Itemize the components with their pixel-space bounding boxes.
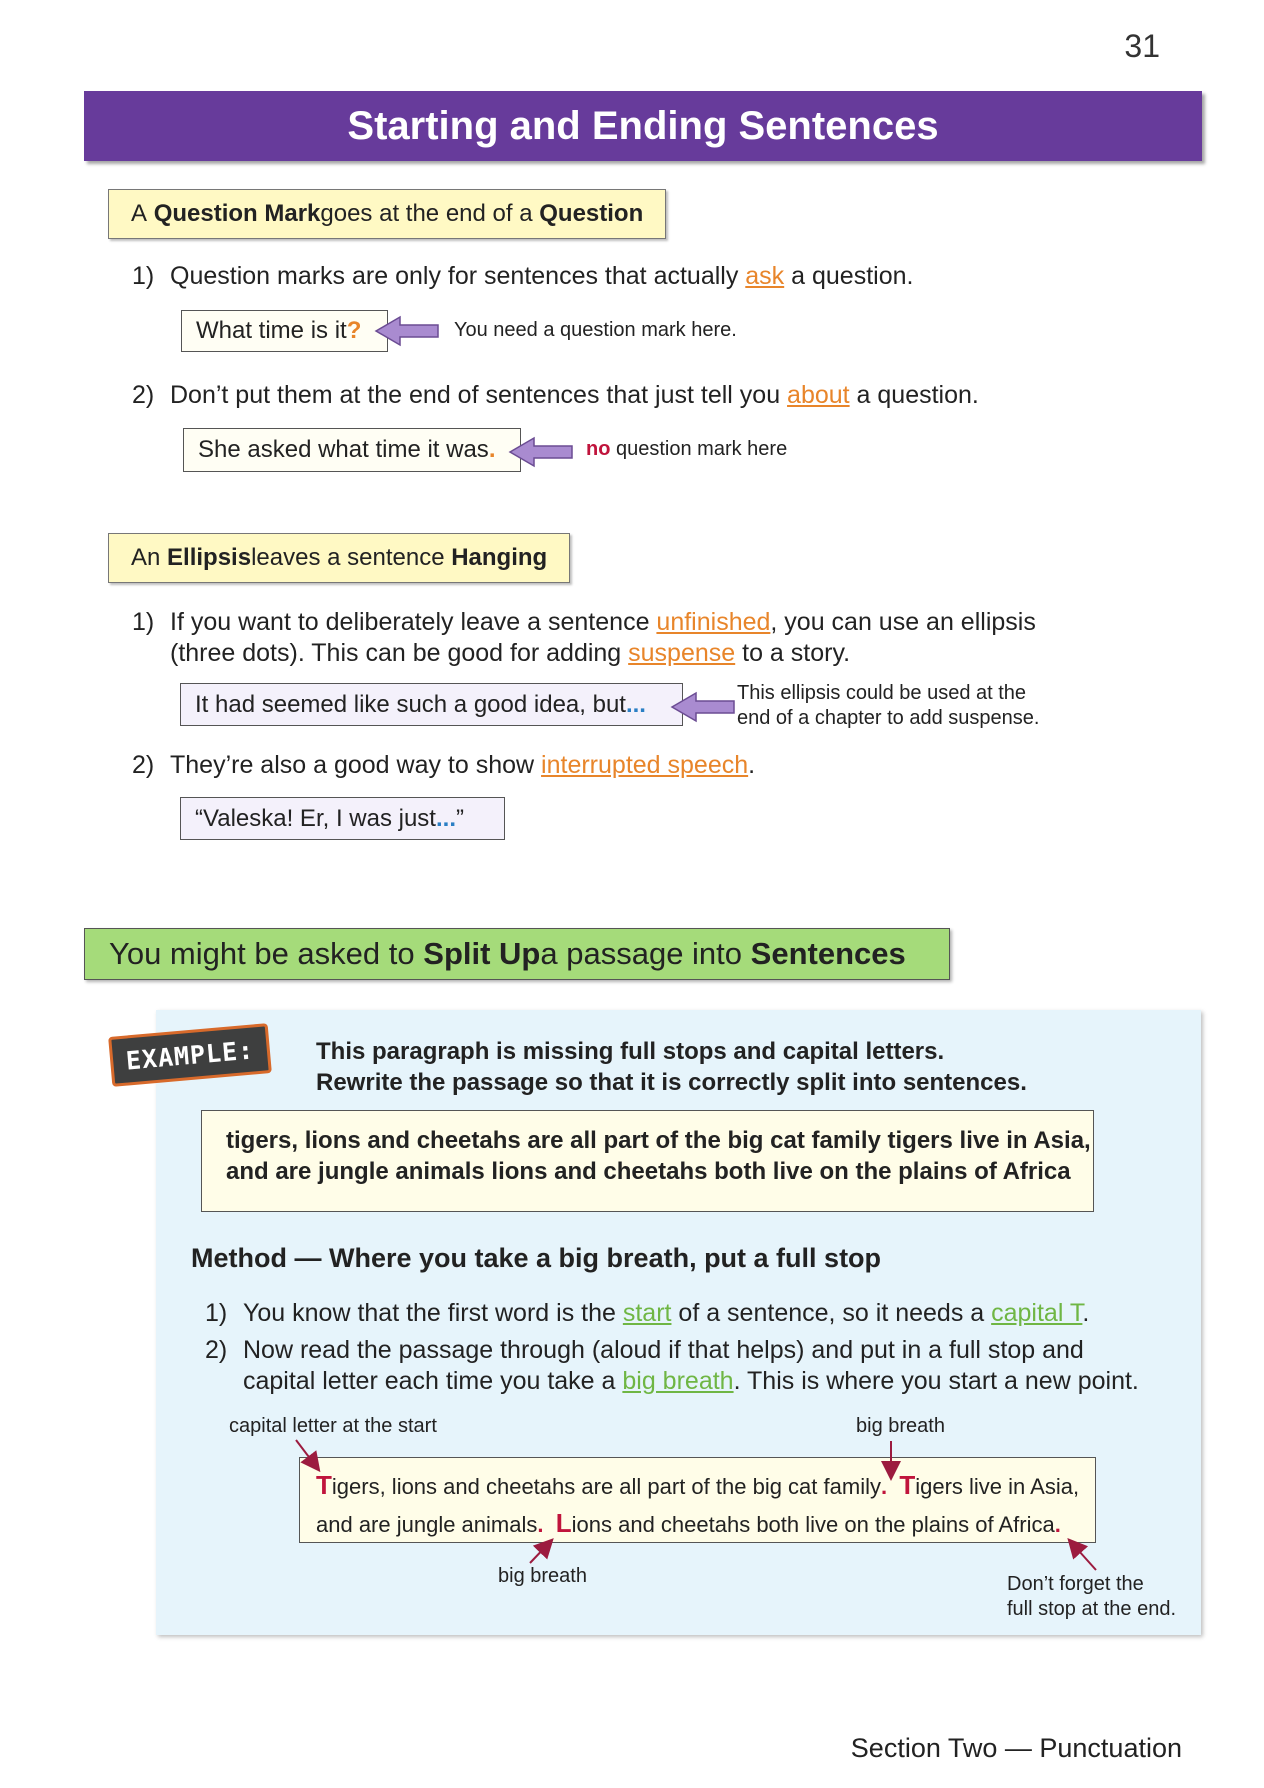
- ellipsis-mark: ...: [625, 690, 646, 718]
- instruction-line: This paragraph is missing full stops and capital letters.: [316, 1038, 945, 1065]
- capital-letter: T: [316, 1470, 332, 1500]
- heading-bold: Question Mark: [153, 200, 321, 227]
- item-text: of a sentence, so it needs a: [671, 1299, 992, 1327]
- heading-text: A: [131, 200, 148, 227]
- note-text: question mark here: [610, 438, 788, 460]
- note-line: This ellipsis could be used at the: [737, 682, 1027, 704]
- page-title: Starting and Ending Sentences: [347, 103, 939, 148]
- highlight-word: unfinished: [656, 608, 771, 636]
- heading-text: goes at the end of a: [320, 200, 533, 227]
- item-text: to a story.: [735, 639, 851, 667]
- question-mark: ?: [346, 317, 362, 344]
- closing-quote: ”: [456, 804, 464, 832]
- big-breath-top-label: big breath: [856, 1415, 945, 1437]
- item-text: , you can use an ellipsis: [770, 608, 1036, 636]
- capital-letter: T: [899, 1470, 916, 1500]
- item-text: .: [748, 751, 756, 779]
- item-text: a question.: [784, 262, 914, 290]
- item-number: 2): [205, 1336, 228, 1364]
- heading-text: You might be asked to: [109, 936, 415, 971]
- item-number: 1): [132, 262, 155, 290]
- item-number: 2): [132, 381, 155, 409]
- ellipsis-mark: ...: [435, 804, 456, 832]
- big-breath-bottom-label: big breath: [498, 1565, 587, 1587]
- instruction-line: Rewrite the passage so that it is correctly split into sentences.: [316, 1069, 1027, 1096]
- passage-line: and are jungle animals lions and cheetahs both live on the plains of Africa: [226, 1158, 1071, 1185]
- highlight-word: suspense: [628, 639, 736, 667]
- label-line: full stop at the end.: [1007, 1598, 1177, 1620]
- sentence-text: igers, lions and cheetahs are all part of the big cat family: [331, 1474, 881, 1499]
- arrow-big-breath-bottom: [530, 1541, 551, 1563]
- sentence-text: ions and cheetahs both live on the plains of Africa: [571, 1512, 1055, 1537]
- note-bold: no: [586, 438, 611, 460]
- item-text: Question marks are only for sentences that actually: [170, 262, 746, 290]
- section-footer: Section Two — Punctuation: [850, 1733, 1182, 1763]
- example-text: It had seemed like such a good idea, but: [195, 690, 626, 718]
- heading-text: An: [131, 544, 161, 571]
- heading-text: a passage into: [540, 936, 743, 971]
- arrow-end-full-stop: [1070, 1541, 1096, 1570]
- item-text: You know that the first word is the: [243, 1299, 623, 1327]
- arrow-capital-start: [296, 1440, 318, 1469]
- heading-bold: Split Up: [423, 936, 541, 971]
- sentence-text: igers live in Asia,: [915, 1474, 1080, 1499]
- heading-bold: Sentences: [750, 936, 906, 971]
- heading-bold: Ellipsis: [167, 544, 252, 571]
- item-number: 2): [132, 751, 155, 779]
- item-text: . This is where you start a new point.: [733, 1367, 1139, 1395]
- highlight-word: big breath: [622, 1367, 734, 1395]
- highlight-word: capital T: [991, 1299, 1083, 1327]
- example-text: What time is it: [196, 317, 347, 344]
- example-text: “Valeska! Er, I was just: [195, 804, 436, 832]
- full-stop-mark: .: [537, 1512, 544, 1537]
- label-line: Don’t forget the: [1007, 1573, 1144, 1595]
- item-text: capital letter each time you take a: [243, 1367, 623, 1395]
- highlight-word: interrupted speech: [541, 751, 749, 779]
- capital-start-label: capital letter at the start: [229, 1415, 437, 1437]
- item-number: 1): [205, 1299, 228, 1327]
- highlight-word: ask: [745, 262, 785, 290]
- heading-text: leaves a sentence: [251, 544, 445, 571]
- method-heading: Method — Where you take a big breath, put a full stop: [191, 1243, 882, 1273]
- full-stop-mark: .: [488, 436, 496, 463]
- example-badge: EXAMPLE:: [108, 1023, 272, 1087]
- capital-letter: L: [555, 1508, 572, 1538]
- example-text: She asked what time it was: [198, 436, 489, 463]
- note-line: end of a chapter to add suspense.: [737, 707, 1040, 729]
- sentence-text: and are jungle animals: [316, 1512, 538, 1537]
- highlight-word: about: [787, 381, 850, 409]
- item-text: (three dots). This can be good for adding: [170, 639, 629, 667]
- page-number: 31: [1124, 28, 1160, 64]
- highlight-word: start: [622, 1299, 672, 1327]
- passage-line: tigers, lions and cheetahs are all part of the big cat family tigers live in Asia,: [226, 1127, 1091, 1154]
- annotation-note: You need a question mark here.: [454, 319, 737, 341]
- item-text: a question.: [849, 381, 979, 409]
- item-text: Now read the passage through (aloud if that helps) and put in a full stop and: [243, 1336, 1084, 1364]
- item-text: Don’t put them at the end of sentences that just tell you: [170, 381, 788, 409]
- full-stop-mark: .: [880, 1474, 888, 1499]
- item-number: 1): [132, 608, 155, 636]
- item-text: If you want to deliberately leave a sentence: [170, 608, 657, 636]
- heading-bold: Hanging: [451, 544, 548, 571]
- heading-bold: Question: [539, 200, 644, 227]
- full-stop-mark: .: [1054, 1512, 1061, 1537]
- item-text: They’re also a good way to show: [170, 751, 542, 779]
- item-text: .: [1082, 1299, 1090, 1327]
